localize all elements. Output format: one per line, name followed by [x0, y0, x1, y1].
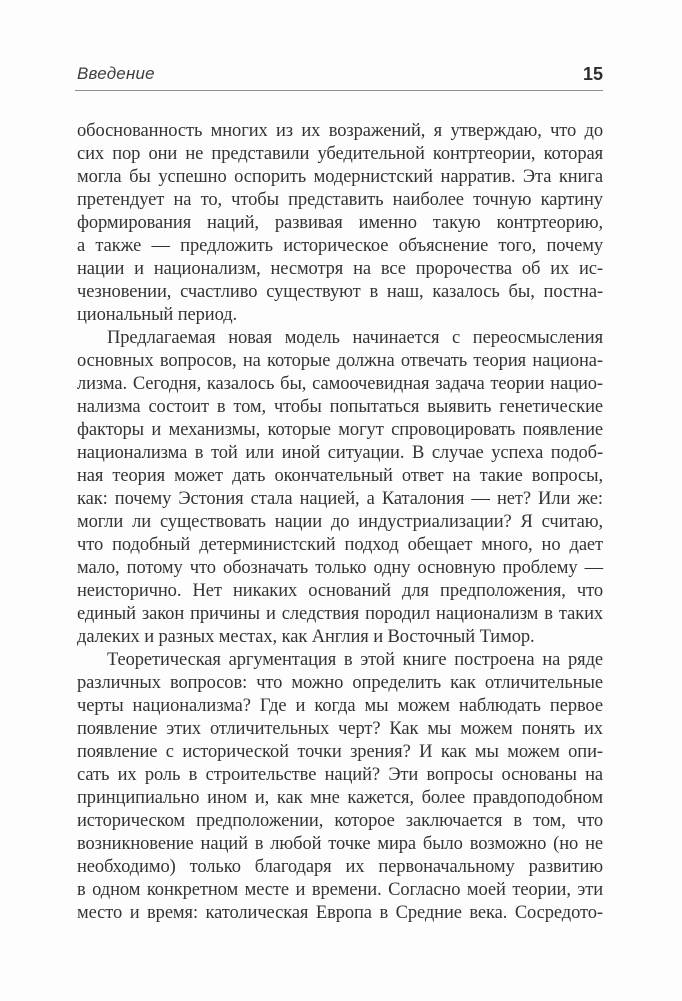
text-line: мало, потому что обозначать только одну основную проблему — — [77, 558, 603, 578]
text-line: Предлагаемая новая модель начинается с переосмысления — [107, 328, 603, 348]
paragraph — [77, 327, 603, 649]
text-line: в одном конкретном месте и времени. Согласно моей теории, эти — [77, 880, 604, 900]
text-line: циональный период. — [77, 305, 238, 325]
text-line: историческом предположении, которое заключается в том, что — [77, 811, 603, 831]
text-line: различных вопросов: что можно определить как отличительные — [77, 673, 604, 693]
text-line: сих пор они не представили убедительной контртеории, которая — [77, 144, 603, 164]
text-line: факторы и механизмы, которые могут спровоцировать появление — [77, 420, 603, 440]
text-line: необходимо) только благодаря их первоначальному развитию — [77, 857, 603, 877]
paragraph — [77, 649, 603, 925]
text-line: лизма. Сегодня, казалось бы, самоочевидная задача теории нацио- — [77, 374, 603, 394]
text-line: основных вопросов, на которые должна отвечать теория национа- — [77, 351, 603, 371]
text-line: Теоретическая аргументация в этой книге построена на ряде — [107, 650, 604, 670]
text-line: что подобный детерминистский подход обещает много, но дает — [77, 535, 604, 555]
text-line: принципиально ином и, как мне кажется, более правдоподобном — [77, 788, 603, 808]
running-title: Введение — [77, 64, 155, 83]
text-line: могли ли существовать нации до индустриализации? Я считаю, — [77, 512, 603, 532]
text-line: обоснованность многих из их возражений, я утверждаю, что до — [77, 121, 604, 141]
page-body — [77, 120, 603, 925]
paragraph — [77, 120, 603, 327]
header-rule — [75, 90, 603, 91]
text-line: место и время: католическая Европа в Средние века. Сосредото- — [77, 903, 603, 923]
text-line: ная теория может дать окончательный ответ на такие вопросы, — [77, 466, 603, 486]
text-line: возникновение наций в любой точке мира было возможно (но не — [77, 834, 603, 854]
text-line: появление с исторической точки зрения? И как мы можем опи- — [77, 742, 603, 762]
text-line: нации и национализм, несмотря на все пророчества об их ис- — [77, 259, 603, 279]
text-line: черты национализма? Где и когда мы можем наблюдать первое — [77, 696, 603, 716]
running-header — [77, 62, 603, 86]
text-line: единый закон причины и следствия породил национализм в таких — [77, 604, 604, 624]
page-number: 15 — [582, 64, 603, 84]
text-line: чезновении, счастливо существуют в наш, казалось бы, постна- — [77, 282, 604, 302]
text-line: национализма в той или иной ситуации. В случае успеха подоб- — [77, 443, 604, 463]
text-line: появление этих отличительных черт? Как мы можем понять их — [77, 719, 603, 739]
text-line: нализма состоит в том, чтобы попытаться выявить генетические — [77, 397, 603, 417]
text-line: претендует на то, чтобы представить наиболее точную картину — [77, 190, 603, 210]
text-line: а также — предложить историческое объяснение того, почему — [77, 236, 603, 256]
text-line: неисторично. Нет никаких оснований для предположения, что — [77, 581, 603, 601]
text-line: формирования наций, развивая именно такую контртеорию, — [77, 213, 604, 233]
text-line: далеких и разных местах, как Англия и Восточный Тимор. — [77, 627, 535, 647]
text-line: сать их роль в строительстве наций? Эти вопросы основаны на — [77, 765, 603, 785]
text-line: могла бы успешно оспорить модернистский нарратив. Эта книга — [77, 167, 603, 187]
text-line: как: почему Эстония стала нацией, а Каталония — нет? Или же: — [77, 489, 603, 509]
